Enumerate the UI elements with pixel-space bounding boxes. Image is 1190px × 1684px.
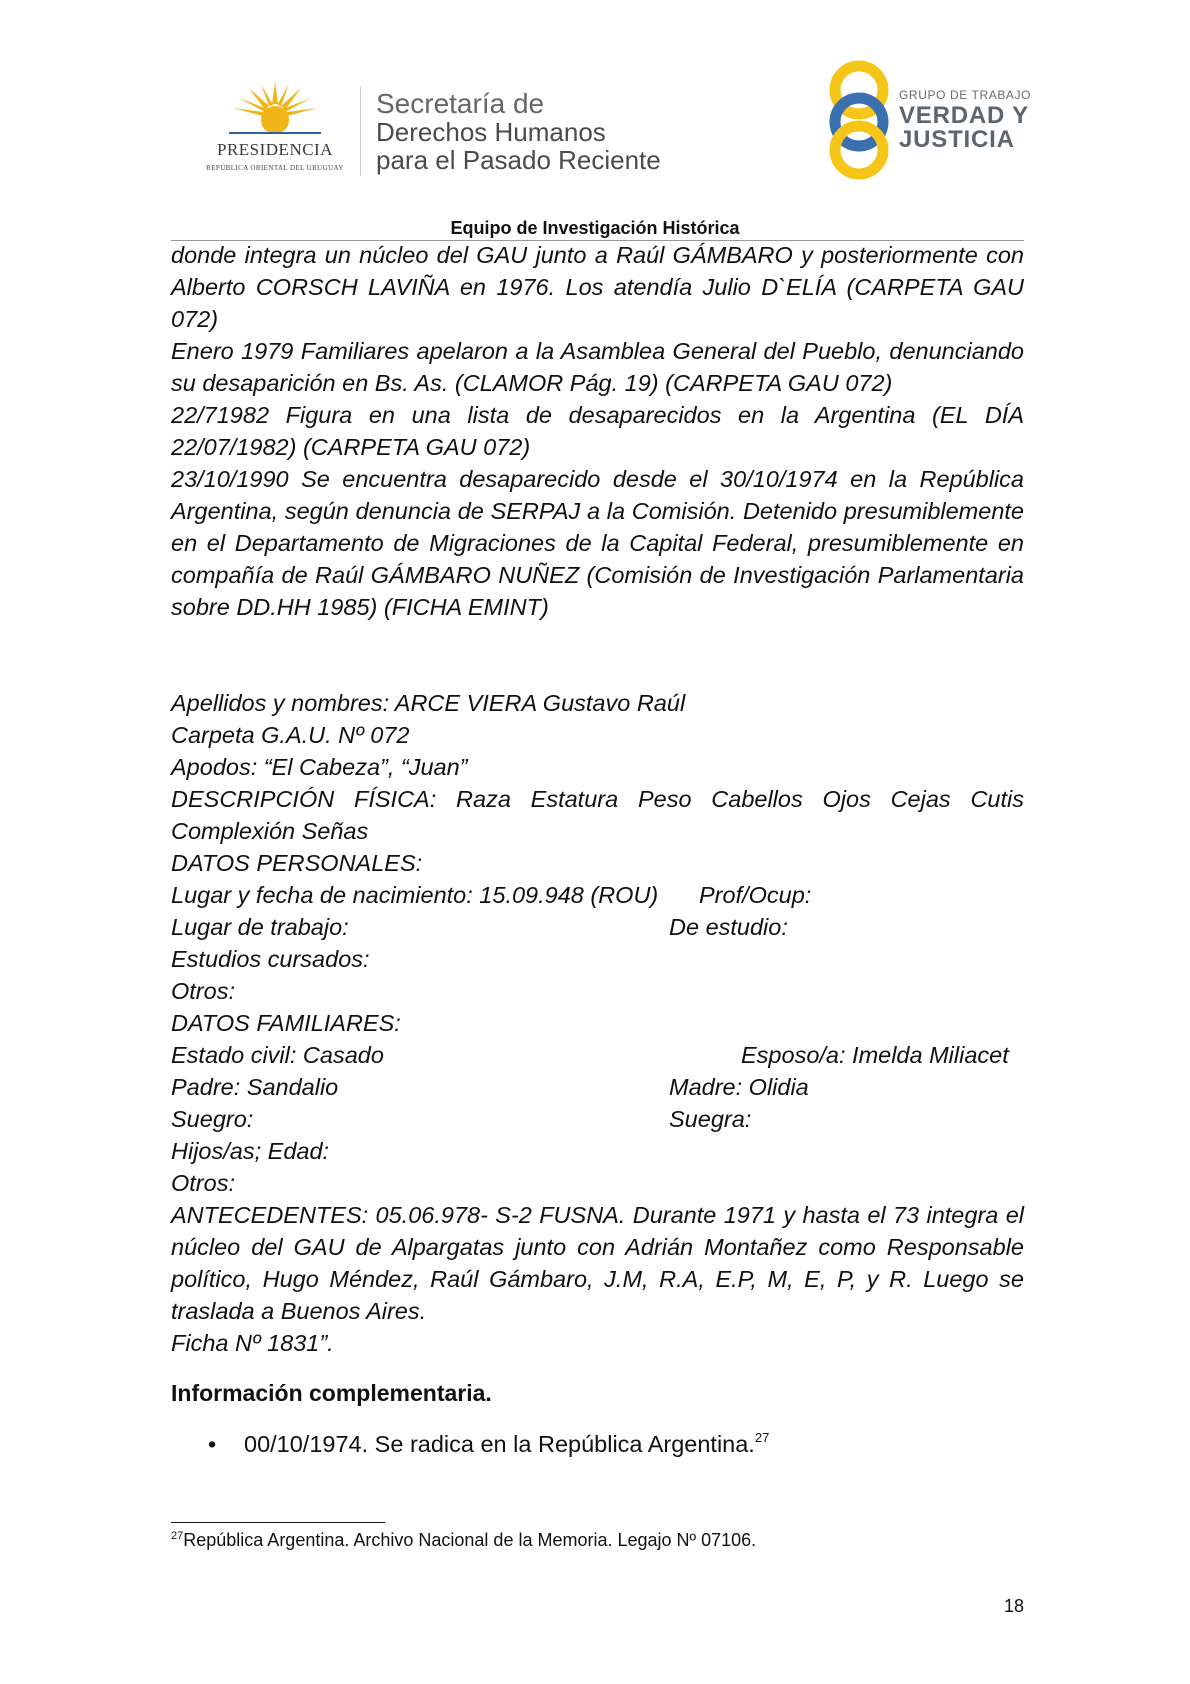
ficha-numero: Ficha Nº 1831”. [171,1330,334,1356]
secretaria-line-2: Derechos Humanos [376,117,606,147]
ficha-datos-familiares: DATOS FAMILIARES: [171,1010,401,1036]
grupo-big-text-2: JUSTICIA [899,126,1015,153]
ficha-lugar-trabajo: Lugar de trabajo: [171,914,349,940]
ficha-estudios: Estudios cursados: [171,946,370,972]
ficha-estado-civil: Estado civil: Casado [171,1042,384,1068]
ficha-prof: Prof/Ocup: [699,882,812,908]
footnote-ref-link[interactable]: 27 [754,1430,770,1445]
ficha-row-padres [171,1071,1024,1103]
ficha-suegro: Suegro: [171,1106,254,1132]
page-header [0,0,1190,238]
chronology-entry: donde integra un núcleo del GAU junto a Raúl GÁMBARO y posteriormente con Alberto CORSCH LAVIÑA en 1976. Los atendía Julio D`ELÍA (CARPETA GAU 072) [171,242,1024,332]
ficha-antecedentes: ANTECEDENTES: 05.06.978- S-2 FUSNA. Durante 1971 y hasta el 73 integra el núcleo del GAU de Alpargatas junto con Adrián Montañez como Responsable político, Hugo Méndez, Raúl Gámbaro, J.M, R.A, E.P, M, E, P, y R. Luego se traslada a Buenos Aires. [171,1202,1024,1324]
ficha-apodos: Apodos: “El Cabeza”, “Juan” [171,754,468,780]
chronology-entry: 22/71982 Figura en una lista de desaparecidos en la Argentina (EL DÍA 22/07/1982) (CARPETA GAU 072) [171,402,1024,460]
interlocked-rings-icon [823,56,895,181]
ficha-carpeta: Carpeta G.A.U. Nº 072 [171,722,410,748]
team-title: Equipo de Investigación Histórica [450,218,740,238]
page-number: 18 [1003,1596,1024,1616]
ficha-row-trabajo [171,911,1024,943]
logo-divider [360,86,361,176]
ficha-row-nacimiento [171,879,1024,911]
bullet-text: 00/10/1974. Se radica en la República Argentina. [244,1431,755,1457]
footnote-rule [171,1522,385,1523]
ficha-row-suegros [171,1103,1024,1135]
sun-of-may-icon [229,78,321,138]
secretaria-line-3: para el Pasado Reciente [376,145,661,175]
secretaria-line-1: Secretaría de [376,88,545,119]
chronology-entry: 23/10/1990 Se encuentra desaparecido desde el 30/10/1974 en la República Argentina, según denuncia de SERPAJ a la Comisión. Detenido presumiblemente en el Departamento de Migraciones de la Capital Federal, presumiblemente en compañía de Raúl GÁMBARO NUÑEZ (Comisión de Investigación Parlamentaria sobre DD.HH 1985) (FICHA EMINT) [171,466,1024,620]
grupo-big-text-1: VERDAD Y [899,102,1029,129]
ficha-hijos: Hijos/as; Edad: [171,1138,330,1164]
ficha-row-estado [171,1039,1024,1071]
presidencia-logo [196,78,354,178]
footnote-number: 27 [171,1530,184,1542]
presidencia-subtitle: REPÚBLICA ORIENTAL DEL URUGUAY [206,164,344,172]
bullet-item [208,1430,769,1458]
ficha-suegra: Suegra: [669,1106,752,1132]
ficha-descripcion: DESCRIPCIÓN FÍSICA: Raza Estatura Peso Cabellos Ojos Cejas Cutis Complexión Señas [171,786,1024,844]
footnote-text: República Argentina. Archivo Nacional de la Memoria. Legajo Nº 07106. [183,1530,757,1550]
ficha-block [171,687,1024,1359]
footnote [171,1530,756,1551]
ficha-madre: Madre: Olidia [669,1074,809,1100]
presidencia-title: PRESIDENCIA [216,140,333,159]
secretaria-title [376,90,661,174]
grupo-small-text: GRUPO DE TRABAJO [899,88,1032,102]
chronology-entry: Enero 1979 Familiares apelaron a la Asamblea General del Pueblo, denunciando su desaparición en Bs. As. (CLAMOR Pág. 19) (CARPETA GAU 072) [171,338,1024,396]
bullet-marker: • [208,1431,217,1457]
ficha-esposo: Esposo/a: Imelda Miliacet [741,1042,1009,1068]
section-heading: Información complementaria. [171,1380,492,1406]
ficha-otros: Otros: [171,978,235,1004]
chronology-block [171,239,1024,623]
ficha-lugar-fecha: Lugar y fecha de nacimiento: 15.09.948 (ROU) [171,882,659,908]
grupo-trabajo-logo [823,56,1032,181]
ficha-padre: Padre: Sandalio [171,1074,339,1100]
ficha-datos-personales: DATOS PERSONALES: [171,850,423,876]
ficha-otros: Otros: [171,1170,235,1196]
ficha-de-estudio: De estudio: [669,914,788,940]
ficha-apellidos: Apellidos y nombres: ARCE VIERA Gustavo Raúl [171,690,686,716]
